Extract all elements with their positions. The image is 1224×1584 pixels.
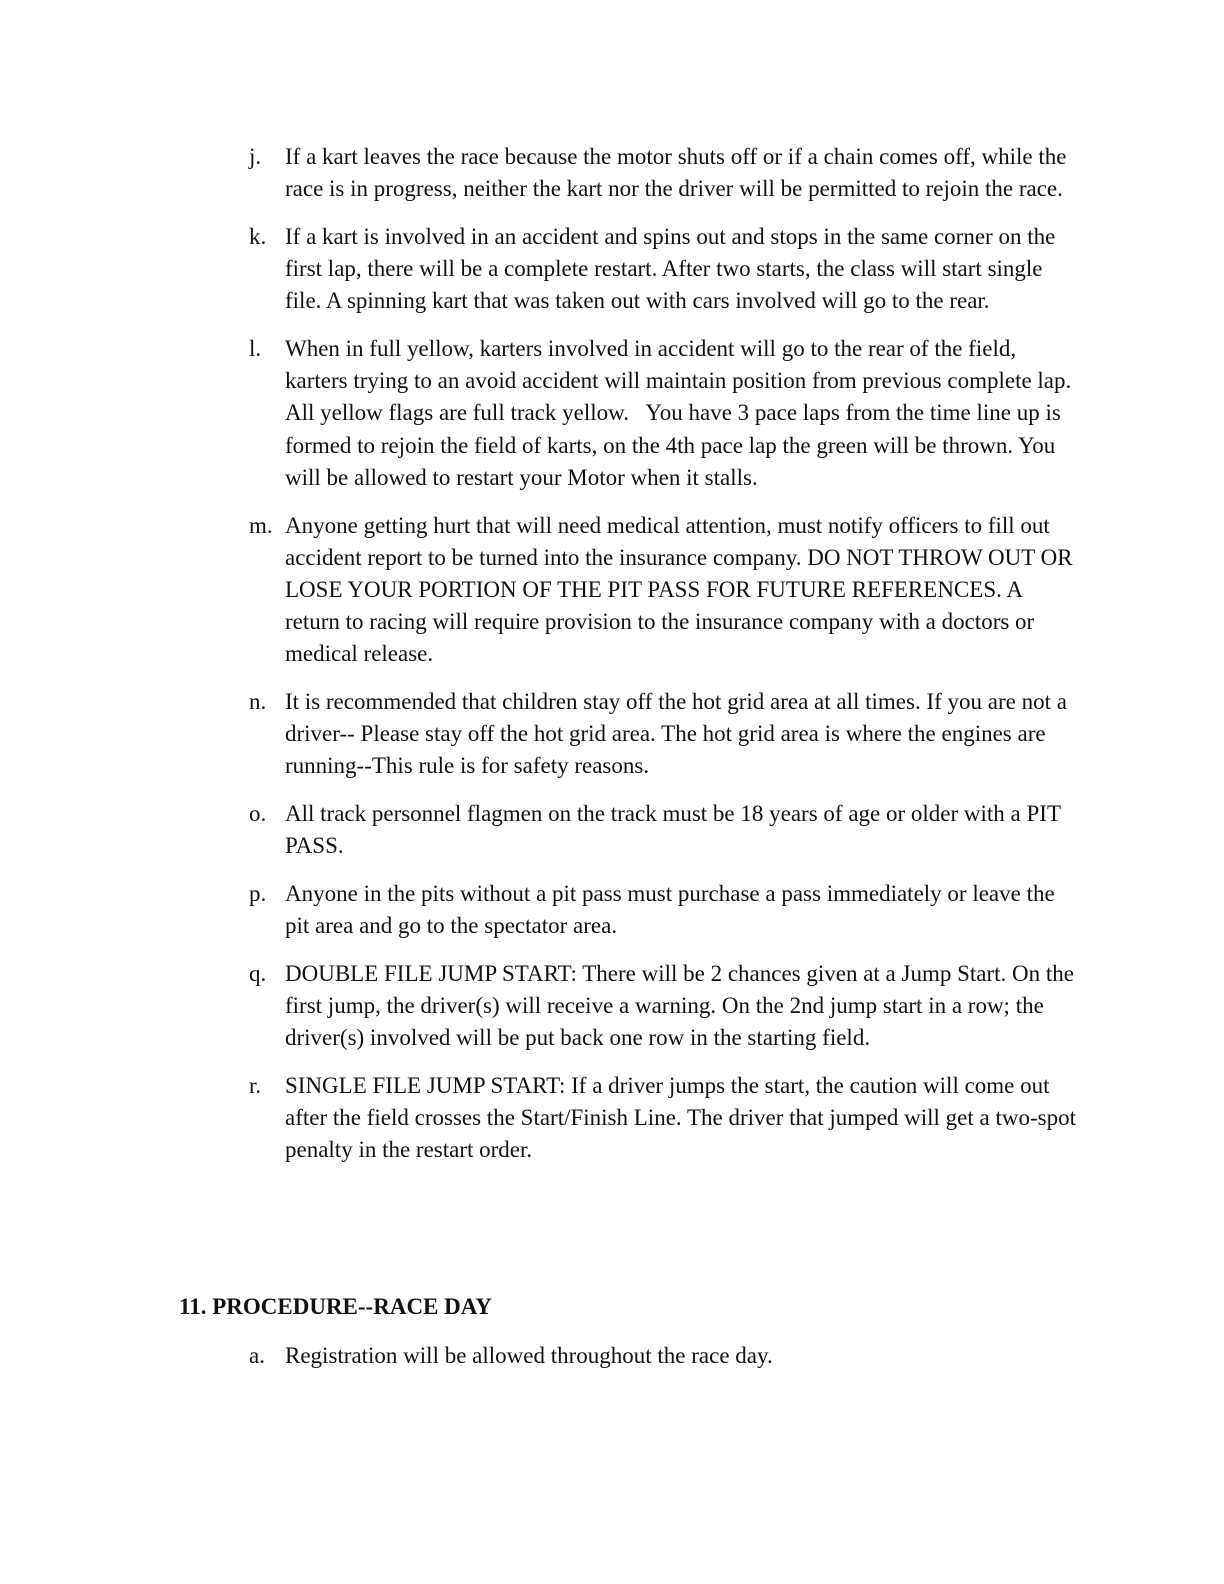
- list-item-text: SINGLE FILE JUMP START: If a driver jumps the start, the caution will come out after the field crosses the Start/Finish Line. The driver that jumped will get a two-spot penalty in the restart order.: [285, 1073, 1082, 1163]
- list-item-k: [249, 221, 1079, 318]
- rules-list: [249, 141, 1082, 1182]
- list-item-r: [249, 1070, 1082, 1167]
- list-item-text: If a kart leaves the race because the motor shuts off or if a chain comes off, while the race is in progress, neither the kart nor the driver will be permitted to rejoin the race.: [285, 144, 1073, 202]
- list-marker: j.: [249, 144, 262, 169]
- list-item-text: If a kart is involved in an accident and spins out and stops in the same corner on the first lap, there will be a complete restart. After two starts, the class will start single file. A spinning kart that was taken out with cars involved will go to the rear.: [285, 223, 1062, 314]
- list-item-text: All track personnel flagmen on the track must be 18 years of age or older with a PIT PASS.: [285, 801, 1067, 859]
- list-item-text: Anyone in the pits without a pit pass must purchase a pass immediately or leave the pit area and go to the spectator area.: [285, 881, 1061, 939]
- list-item-text: DOUBLE FILE JUMP START: There will be 2 chances given at a Jump Start. On the first jump, the driver(s) will receive a warning. On the 2nd jump start in a row; the driver(s) involved will be put back one row in the starting field.: [285, 960, 1080, 1051]
- list-item-text: Registration will be allowed throughout the race day.: [285, 1343, 773, 1368]
- list-marker: q.: [249, 960, 267, 986]
- section-heading: 11. PROCEDURE--RACE DAY: [179, 1294, 492, 1319]
- list-marker: p.: [249, 881, 267, 907]
- list-marker: k.: [249, 223, 267, 249]
- procedure-list: [249, 1340, 1079, 1388]
- list-marker: r.: [249, 1073, 262, 1099]
- list-item-a: [249, 1340, 1079, 1372]
- list-item-p: [249, 878, 1079, 942]
- list-item-text: Anyone getting hurt that will need medical attention, must notify officers to fill out accident report to be turned into the insurance company. DO NOT THROW OUT OR LOSE YOUR PORTION OF THE PIT PASS FOR FUTURE REFERENCES. A return to racing will require provision to the insurance company with a doctors or medical release.: [285, 512, 1079, 667]
- list-item-n: [249, 686, 1079, 783]
- list-item-l: [249, 333, 1079, 494]
- list-item-text: When in full yellow, karters involved in accident will go to the rear of the field, karters trying to an avoid accident will maintain position from previous complete lap. All yellow flags are full track yellow. You have 3 pace laps from the time line up is formed to rejoin the field of karts, on the 4th pace lap the green will be thrown. You will be allowed to restart your Motor when it stalls.: [285, 336, 1076, 490]
- list-item-o: [249, 798, 1079, 862]
- list-item-text: It is recommended that children stay off the hot grid area at all times. If you are not a driver-- Please stay off the hot grid area. The hot grid area is where the engines are running--This rule is for safety reasons.: [285, 689, 1073, 779]
- list-item-q: [249, 958, 1079, 1055]
- list-item-m: [249, 510, 1079, 671]
- list-marker: o.: [249, 801, 267, 827]
- list-item-j: [249, 141, 1079, 205]
- list-marker: n.: [249, 689, 267, 715]
- list-marker: l.: [249, 336, 262, 362]
- list-marker: m.: [249, 512, 273, 538]
- list-marker: a.: [249, 1343, 265, 1368]
